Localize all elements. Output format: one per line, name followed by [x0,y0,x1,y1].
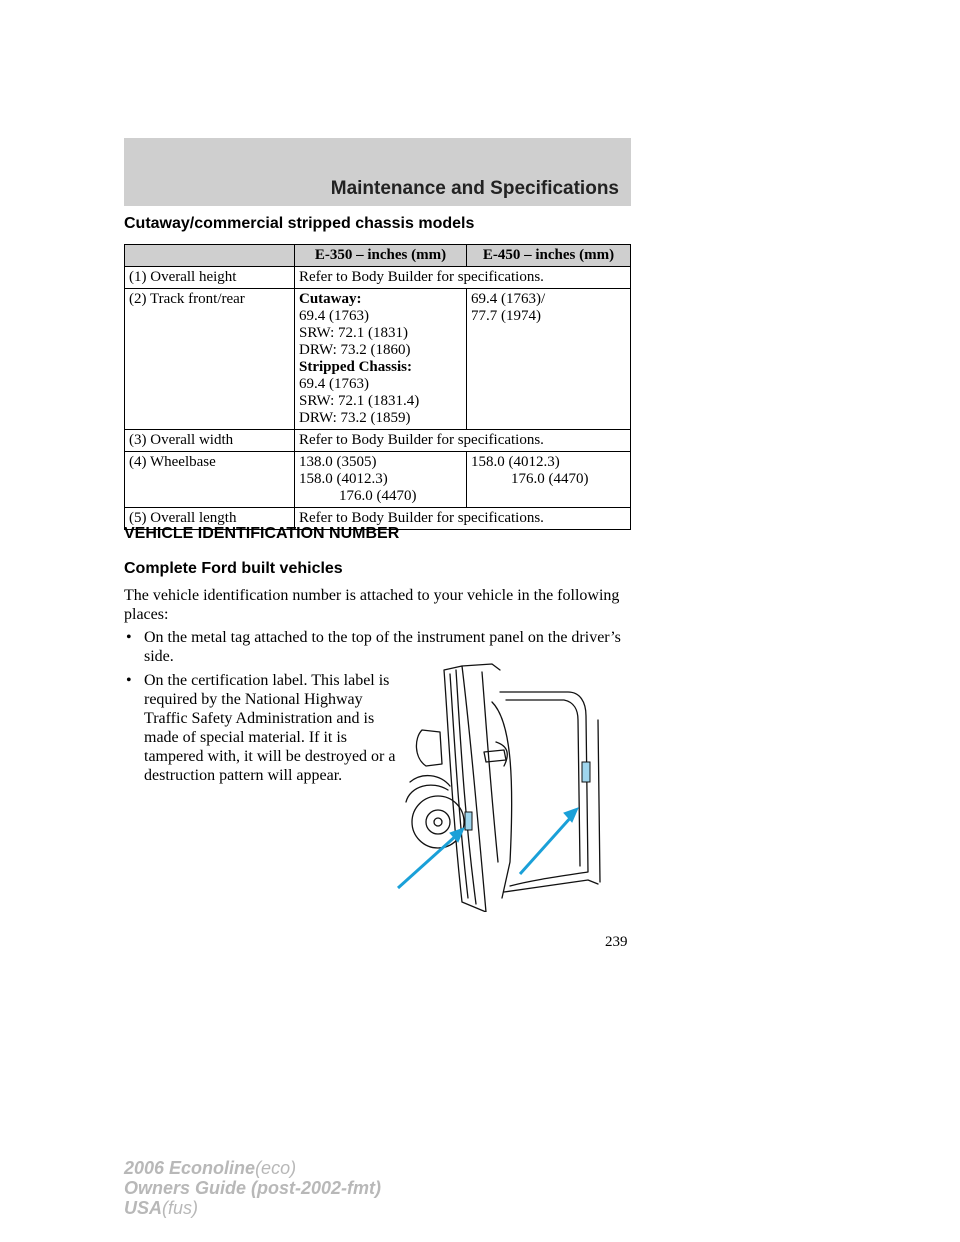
pillar-label-marker [582,762,590,782]
door-panel [492,702,512,898]
cutaway-label: Cutaway: [299,291,362,307]
footer-model: 2006 Econoline [124,1158,256,1178]
arrow-head-icon [564,808,578,822]
table-row [125,289,631,430]
body-opening-inner [506,700,580,866]
footer-line-2: Owners Guide (post-2002-fmt) [124,1178,382,1198]
wheelbase-e350-line: 176.0 (4470) [339,488,417,504]
body-opening [500,692,588,886]
section-title: Cutaway/commercial stripped chassis models [124,215,475,232]
row-label-overall-length: (5) Overall length [125,508,295,530]
bullet-text: On the metal tag attached to the top of the instrument panel on the driver’s side. [144,629,621,665]
table-row [125,430,631,452]
footer-market-code: (fus) [162,1198,199,1218]
chapter-title: Maintenance and Specifications [330,178,619,199]
arrow-to-pillar-label [520,816,572,874]
side-mirror [416,730,442,766]
subheading: Complete Ford built vehicles [124,560,343,577]
row-label-overall-width: (3) Overall width [125,430,295,452]
footer-line-1 [124,1158,381,1178]
bullet-icon: • [126,672,132,689]
row-label-track: (2) Track front/rear [125,289,295,430]
specifications-table [124,244,631,530]
door-hinge-line [482,672,498,862]
table-header-blank [125,245,295,267]
wheelbase-e450-line: 176.0 (4470) [511,471,589,487]
track-e450-line: 69.4 (1763)/ [471,291,546,307]
rear-body-line [598,720,600,882]
footer-line-3 [124,1198,381,1218]
wheelbase-e350-line: 138.0 (3505) [299,454,377,470]
row-label-wheelbase: (4) Wheelbase [125,452,295,508]
table-header-e450: E-450 – inches (mm) [467,245,631,267]
header-band [124,138,631,206]
door-top-line [462,664,500,670]
track-e450-cell [467,289,631,430]
overall-length-value: Refer to Body Builder for specifications. [295,508,631,530]
wheelbase-e350-cell [295,452,467,508]
wheelbase-e350-line: 158.0 (4012.3) [299,471,388,487]
cutaway-line: 69.4 (1763) [299,308,369,324]
overall-width-value: Refer to Body Builder for specifications. [295,430,631,452]
footer [124,1158,381,1218]
door-label-marker [465,812,472,830]
page-number: 239 [605,934,628,950]
wheelbase-e450-line: 158.0 (4012.3) [471,454,560,470]
footer-model-code: (eco) [255,1158,297,1178]
vin-heading: VEHICLE IDENTIFICATION NUMBER [124,525,400,542]
row-label-overall-height: (1) Overall height [125,267,295,289]
overall-height-value: Refer to Body Builder for specifications. [295,267,631,289]
list-item [124,671,394,801]
table-header-e350: E-350 – inches (mm) [295,245,467,267]
wheel-center [434,818,442,826]
track-e450-line: 77.7 (1974) [471,308,541,324]
bullet-text: On the certification label. This label is required by the National Highway Traffic Safety Administration and is made of special material. If it is tampered with, it will be destroyed or a destruction pattern will appear. [144,672,396,784]
cutaway-line: DRW: 73.2 (1860) [299,342,411,358]
wheelbase-e450-cell [467,452,631,508]
table-header-row [125,245,631,267]
bullet-icon: • [126,629,132,646]
stripped-line: DRW: 73.2 (1859) [299,410,411,426]
stripped-line: 69.4 (1763) [299,376,369,392]
stripped-line: SRW: 72.1 (1831.4) [299,393,420,409]
arrow-to-door-label [398,834,458,888]
cutaway-line: SRW: 72.1 (1831) [299,325,409,341]
wheel-hub [426,810,450,834]
step-line [504,880,598,892]
footer-market: USA [124,1198,163,1218]
intro-paragraph: The vehicle identification number is attached to your vehicle in the following places: [124,587,620,623]
table-row [125,267,631,289]
door-handle [484,750,506,762]
vin-label-location-illustration [392,662,610,912]
stripped-chassis-label: Stripped Chassis: [299,359,412,375]
table-row [125,452,631,508]
track-e350-cell [295,289,467,430]
